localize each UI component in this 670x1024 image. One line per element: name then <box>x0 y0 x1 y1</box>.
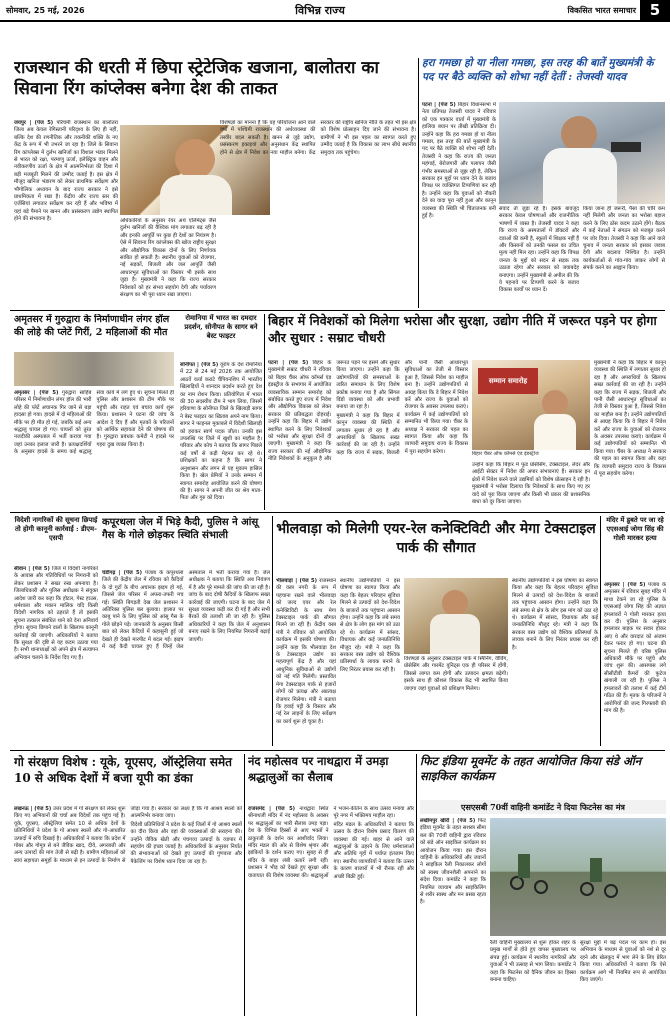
a5-headline: बिहार में निवेशकों को मिलेगा भरोसा और सुरक्षा, उद्योग नीति में जरूरत पड़ने पर होगा और सुधार : सम्राट चौधरी <box>268 313 657 345</box>
a2-body-col1 <box>422 102 496 302</box>
column-rule <box>272 516 273 746</box>
a9-headline-block <box>604 516 666 580</box>
a12-photo <box>490 818 666 936</box>
a5-body2-col4: मुख्यमंत्री ने कहा कि बिहार में कानून व्यवस्था की स्थिति में लगातार सुधार हो रहा है और अपराधियों के खिलाफ सख्त कार्रवाई की जा रही है। उन्होंने कहा कि राज्य में सड़क, बिजली और पानी जैसी आधारभूत सुविधाओं का तेजी से विस्तार हुआ है, जिससे निवेश का माहौल बना है। उन्होंने उद्योगपतियों से आग्रह किया कि वे बिहार में निवेश करें और राज्य के युवाओं को रोजगार के अवसर उपलब्ध कराएं। कार्यक्रम में कई उद्योगपतियों को सम्मानित भी किया गया। चैंबर के अध्यक्ष ने सरकार की पहल का स्वागत किया और कहा कि व्यापारी समुदाय राज्य के विकास में पूरा सहयोग करेगा। <box>594 360 666 478</box>
a9-body <box>604 582 666 746</box>
a7-headline-block <box>102 516 270 568</box>
a1-headline: राजस्थान की धरती में छिपा स्ट्रेटेजिक खजाना, बालोतरा का सिवाना रिंग कांप्लेक्स बनेगा देश की ताकत <box>14 58 379 99</box>
a11-body <box>248 806 414 1016</box>
a12-body-col3 <box>580 940 666 1016</box>
a8-body-col1 <box>276 578 336 746</box>
a8-body-col4 <box>512 578 598 746</box>
a5-body2: मुख्यमंत्री ने कहा कि बिहार में कानून व्यवस्था की स्थिति में लगातार सुधार हो रहा है और अपराधियों के खिलाफ सख्त कार्रवाई की जा रही है। उन्होंने कहा कि राज्य में सड़क, बिजली और पानी जैसी आधारभूत सुविधाओं का तेजी से विस्तार हुआ है, जिससे निवेश का माहौल बना है। उन्होंने उद्योगपतियों से आग्रह किया कि वे बिहार में निवेश करें और राज्य के युवाओं को रोजगार के अवसर उपलब्ध कराएं। कार्यक्रम में कई उद्योगपतियों को सम्मानित भी किया गया। चैंबर के अध्यक्ष ने सरकार की पहल का स्वागत किया और कहा कि व्यापारी समुदाय राज्य के विकास में पूरा सहयोग करेगा। <box>336 360 468 456</box>
a1-body3: विशेषज्ञों का मानना है कि यह परियोजना आने वाले वर्षों में पश्चिमी राजस्थान की अर्थव्यवस्था की तस्वीर बदल सकती है। खनन से जुड़े उद्योग, प्रसंस्करण इकाइयां और अनुसंधान केंद्र स्थापित होने से क्षेत्र में निवेश का नया माहौल बनेगा। केंद्र सरकार की राष्ट्रीय खनिज नीति के तहत भी इस क्षेत्र को विशेष प्रोत्साहन दिए जाने की संभावना है। ग्रामीणों ने भी इस पहल का स्वागत करते हुए उम्मीद जताई है कि विकास का लाभ सीधे स्थानीय समुदाय तक पहुंचेगा। <box>220 120 416 156</box>
a4-headline-block <box>180 314 262 360</box>
a8-body-col3 <box>404 656 508 746</box>
a12-subhead-block <box>420 800 666 814</box>
a10-body2: विदेशी प्रतिनिधियों ने प्रदेश के कई जिलों में गो आश्रय स्थलों का दौरा किया और वहां की व्यवस्थाओं की सराहना की। उन्होंने जैविक खेती और पंचगव्य उत्पादों के व्यापार में सहयोग की इच्छा जताई है। अधिकारियों के अनुसार निर्यात की संभावनाओं को देखते हुए उत्पादों की गुणवत्ता और पैकेजिंग पर विशेष ध्यान दिया जा रहा है। <box>130 821 242 865</box>
a7-body <box>102 570 270 746</box>
a12-body-col2 <box>490 940 576 1016</box>
row-rule <box>10 750 665 751</box>
a5-body: बिहार के मुख्यमंत्री सम्राट चौधरी ने रविवार को बिहार चैंबर ऑफ कॉमर्स एंड इंडस्ट्रीज के सभागार में आयोजित व्यवसायिक सम्मान समारोह को संबोधित करते हुए राज्य में निवेश और औद्योगिक विकास को लेकर सरकार की प्रतिबद्धता दोहराई। उन्होंने कहा कि बिहार में उद्योग स्थापित करने के लिए निवेशकों को भरोसा और सुरक्षा दोनों दी जाएगी। मुख्यमंत्री ने कहा कि राज्य सरकार की नई औद्योगिक नीति निवेशकों के अनुकूल है और जरूरत पड़ने पर इसमें और सुधार किया जाएगा। उन्होंने कहा कि उद्योगपतियों की समस्याओं के त्वरित समाधान के लिए विशेष प्रकोष्ठ बनाया गया है और सिंगल विंडो व्यवस्था को और प्रभावी बनाया जा रहा है। <box>268 360 400 463</box>
a11-headline: नंद महोत्सव पर नाथद्वारा में उमड़ा श्रद्धालुओं का सैलाब <box>248 754 389 784</box>
a5-body-col4 <box>594 360 666 510</box>
a8-headline: भीलवाड़ा को मिलेगी एयर-रेल कनेक्टिविटी और मेगा टेक्सटाइल पार्क की सौगात <box>276 521 596 556</box>
a3-body-text: गुरुद्वारा साहिब परिसर में निर्माणाधीन लंगर हॉल की भारी लोहे की प्लेटें अचानक गिर जाने से बड़ा हादसा हो गया। हादसे में दो महिलाओं की मौके पर ही मौत हो गई, जबकि कई अन्य श्रद्धालु घायल हो गए। घायलों को तुरंत नजदीकी अस्पताल में भर्ती कराया गया जहां उनका इलाज जारी है। प्रत्यक्षदर्शियों के अनुसार हादसे के समय कई श्रद्धालु सेवा कार्य में लगे हुए थे। सूचना मिलते ही पुलिस और प्रशासन की टीम मौके पर पहुंची और राहत एवं बचाव कार्य शुरू किया। प्रशासन ने घटना की जांच के आदेश दे दिए हैं और मृतकों के परिजनों को आर्थिक सहायता देने की घोषणा की है। गुरुद्वारा प्रबंधक कमेटी ने हादसे पर गहरा दुख व्यक्त किया है। <box>14 390 174 456</box>
a1-body: परिचमी राजस्थान का बालोतरा जिला अब केवल रेगिस्तानी परिदृश्य के लिए ही नहीं, बल्कि देश की रणनीतिक और तकनीकी शक्ति के नए केंद्र के रूप में भी उभरने जा रहा है। जिले के सिवाना रिंग कांप्लेक्स में दुर्लभ खनिजों का विशाल भंडार मिलने से भारत को रक्षा, परमाणु ऊर्जा, इलेक्ट्रिक वाहन और नवीकरणीय ऊर्जा के क्षेत्र में आत्मनिर्भरता की दिशा में बड़ी मजबूती मिलने की उम्मीद जताई है। इस क्षेत्र में मौजूद खनिज भंडारण को लेकर प्राथमिक सर्वेक्षण और भौगोलिक अध्ययन के बाद राज्य सरकार ने इसे प्राथमिकता में रखा है। केंद्रीय और राज्य स्तर की एजेंसियां लगातार सर्वेक्षण कर रही हैं और भविष्य में यहां बड़े पैमाने पर खनन और प्रसंस्करण उद्योग स्थापित होने की संभावना है। <box>14 120 118 223</box>
a3-headline-block <box>14 314 174 352</box>
a1-body2: अधिकारियों के अनुसार रेयर अर्थ एलिमेंट्स जैसे दुर्लभ खनिजों की वैश्विक मांग लगातार बढ़ रही है और इनकी आपूर्ति पर कुछ ही देशों का नियंत्रण है। ऐसे में सिवाना रिंग कांप्लेक्स की खोज राष्ट्रीय सुरक्षा और औद्योगिक विकास दोनों के लिए निर्णायक साबित हो सकती है। स्थानीय युवाओं को रोजगार, नई सड़कों, बिजली और जल आपूर्ति जैसी आधारभूत सुविधाओं का विस्तार भी इसके साथ जुड़ा है। मुख्यमंत्री ने कहा कि राज्य सरकार निवेशकों को हर संभव सहयोग देगी और पर्यावरण संरक्षण का भी पूरा ध्यान रखा जाएगा। <box>120 218 216 299</box>
a7-dateline: चंडीगढ़ | (पेज 5) <box>102 570 142 576</box>
a11-body-text: नाथद्वारा स्थित श्रीनाथजी मंदिर में नंद महोत्सव के अवसर पर श्रद्धालुओं का भारी सैलाब उमड़ पड़ा। देश के विभिन्न हिस्सों से आए भक्तों ने ठाकुरजी के दर्शन कर आशीर्वाद लिया। मंदिर मंडल की ओर से विशेष श्रृंगार और झांकियों के दर्शन कराए गए। सुबह से ही मंदिर के बाहर लंबी कतारें लगी रहीं। प्रशासन ने भीड़ को देखते हुए सुरक्षा और यातायात की विशेष व्यवस्था की। श्रद्धालुओं ने भजन-कीर्तन के साथ उत्सव मनाया और पूरे नगर में भक्तिमय माहौल रहा। <box>248 806 414 879</box>
newspaper-name: विकसित भारत समाचार <box>567 5 636 15</box>
a2-headline-block <box>422 56 662 100</box>
a8-body: राजस्थान की वस्त्र नगरी के रूप में पहचाना रखने वाले भीलवाड़ा को जल्द एयर और रेल कनेक्टिविटी के साथ मेगा टेक्सटाइल पार्क की सौगात मिलने जा रही है। केंद्रीय वस्त्र मंत्री ने रविवार को आयोजित कार्यक्रम में इसकी घोषणा की। उन्होंने कहा कि भीलवाड़ा देश के टेक्सटाइल उद्योग का महत्वपूर्ण केंद्र है और यहां आधुनिक सुविधाओं से उद्योगों को नई गति मिलेगी। प्रस्तावित मेगा टेक्सटाइल पार्क से हजारों लोगों को प्रत्यक्ष और अप्रत्यक्ष रोजगार मिलेगा। मंत्री ने बताया कि हवाई पट्टी के विस्तार और नई रेल लाइनों के लिए सर्वेक्षण का कार्य शुरू हो चुका है। <box>276 578 336 725</box>
a11-body2: मंदिर मंडल के अधिकारियों ने बताया कि उत्सव के दौरान विशेष प्रसाद वितरण की व्यवस्था की गई। बाहर से आने वाले श्रद्धालुओं के ठहरने के लिए धर्मशालाओं और अतिथि गृहों में पर्याप्त इंतजाम किए गए। स्थानीय व्यापारियों ने बताया कि उत्सव के कारण बाजारों में भी रौनक रही और अच्छी बिक्री हुई। <box>333 821 414 880</box>
a5-caption: बिहार चैंबर ऑफ कॉमर्स एंड इंडस्ट्रीज <box>472 451 539 457</box>
a10-headline: गो संरक्षण विशेष : यूके, यूएसए, ऑस्ट्रेलिया समेत 10 से अधिक देशों में बजा यूपी का डंका <box>14 755 233 785</box>
a4-dateline: सोनीपत | (पेज 5) <box>180 362 219 368</box>
a1-dateline: जयपुर | (पेज 5) <box>14 120 54 126</box>
a2-body-col2 <box>499 206 579 306</box>
a8-dateline: भीलवाड़ा | (पेज 5) <box>276 578 317 584</box>
a5-dateline: पटना | (पेज 5) <box>268 360 309 366</box>
column-rule <box>418 58 419 308</box>
a11-headline-block <box>248 754 414 802</box>
column-rule <box>416 754 417 1016</box>
a4-body <box>180 362 262 510</box>
a12-headline: फिट इंडिया मूवमेंट के तहत आयोजित किया संडे ऑन साइकिल कार्यक्रम <box>420 754 642 783</box>
a5-body3: उन्होंने कहा कि बिहार में फूड प्रोसेसिंग, टेक्सटाइल, लेदर और आईटी सेक्टर में निवेश की अपार संभावनाएं हैं। सरकार इन क्षेत्रों में निवेश करने वाले उद्यमियों को विशेष प्रोत्साहन दे रही है। मुख्यमंत्री ने भरोसा दिलाया कि निवेशकों के साथ किए गए हर वादे को पूरा किया जाएगा और किसी भी प्रकार की प्रशासनिक बाधा को दूर किया जाएगा। <box>472 462 590 506</box>
a4-headline: रोमानिया में भारत का दमदार प्रदर्शन, सोनीपत के सागर बने बेस्ट फाइटर <box>184 314 258 340</box>
a3-body <box>14 390 174 510</box>
page-header <box>0 0 670 22</box>
column-rule <box>244 754 245 1016</box>
a2-body-col3 <box>583 206 665 306</box>
a8-body3: विशेषज्ञों के अनुसार टेक्सटाइल पार्क में स्पिनिंग, वीविंग, प्रोसेसिंग और गारमेंट यूनिट्स एक ही परिसर में होंगी, जिससे लागत कम होगी और उत्पादन क्षमता बढ़ेगी। इसके साथ ही कौशल विकास केंद्र भी स्थापित किया जाएगा जहां युवाओं को प्रशिक्षण मिलेगा। <box>404 656 508 692</box>
a9-body-text: पंजाब के अमृतसर में रविवार सुबह मंदिर में माथा टेकने जा रहे पुलिस के एएसआई जोगा सिंह की अज्ञात हमलावरों ने गोली मारकर हत्या कर दी। पुलिस के अनुसार हमलावर बाइक पर सवार होकर आए थे और वारदात को अंजाम देकर फरार हो गए। घटना की सूचना मिलते ही वरिष्ठ पुलिस अधिकारी मौके पर पहुंचे और जांच शुरू की। आसपास लगे सीसीटीवी कैमरों की फुटेज खंगाली जा रही है। पुलिस ने हमलावरों की तलाश में कई टीमें गठित की हैं। मृतक के परिजनों ने आरोपियों की जल्द गिरफ्तारी की मांग की है। <box>604 582 666 714</box>
a10-body-text: उत्तर प्रदेश में गो संरक्षण को लेकर शुरू किए गए अभियानों की चर्चा अब विदेशों तक पहुंच गई है। यूके, यूएसए, ऑस्ट्रेलिया समेत 10 से अधिक देशों के प्रतिनिधियों ने प्रदेश के गो आश्रय स्थलों और गो-आधारित उत्पादों में रुचि दिखाई है। अधिकारियों ने बताया कि प्रदेश में गोबर और गोमूत्र से बने जैविक खाद, दीये, अगरबत्ती और अन्य उत्पादों की मांग तेजी से बढ़ी है। ग्रामीण महिलाओं को स्वयं सहायता समूहों के माध्यम से इन उत्पादों के निर्माण से जोड़ा गया है। सरकार का लक्ष्य है कि गो आश्रय स्थलों को आत्मनिर्भर बनाया जाए। <box>14 806 242 864</box>
issue-date: सोमवार, 25 मई, 2026 <box>6 5 85 15</box>
a2-body3: किया जाना ही जरूरी, पैसा की चोरि कम नहीं मिलेगी और जनता का भरोसा बहाल करने के लिए ठोस कदम उठाने होंगे। बैठक में कई नेताओं ने संगठन को मजबूत करने पर जोर दिया। तेजस्वी ने कहा कि आने वाले चुनाव में जनता सरकार को इसका जवाब देगी और बदलाव निश्चित है। उन्होंने कार्यकर्ताओं से गांव-गांव जाकर लोगों से संपर्क करने का आह्वान किया। <box>583 206 665 272</box>
a2-body2: संवाद तो जुड़ा रहे हैं। इसके बावजूद सरकार केवल घोषणाओं और राजनीतिक भाषणों में व्यस्त है। तेजस्वी यादव ने कहा कि राज्य के अस्पतालों में डॉक्टरों और दवाओं की कमी है, स्कूलों में शिक्षक नहीं हैं और किसानों को उनकी फसल का उचित मूल्य नहीं मिल रहा। उन्होंने कहा कि विपक्ष जनता के मुद्दों को सदन से सड़क तक उठाता रहेगा और सरकार को जवाबदेह बनाएगा। उन्होंने मुख्यमंत्री से अपील की कि वे पहनावे पर टिप्पणी करने के बजाय विकास कार्यों पर ध्यान दें। <box>499 206 579 294</box>
a2-photo <box>499 102 665 204</box>
a5-photo <box>472 360 590 450</box>
a12-dateline: लखीमपुर खीरी | (पेज 5) <box>420 818 476 824</box>
a8-body-col2 <box>340 578 400 746</box>
a3-dateline: अमृतसर | (पेज 5) <box>14 390 59 396</box>
a12-body-col1 <box>420 818 486 1016</box>
row-rule <box>10 512 665 513</box>
a5-body-cols <box>268 360 468 510</box>
a4-body-text: यूरोप के देश रोमानिया में 22 से 24 मई 2026 तक आयोजित आठवें वर्ल्ड कराटे चैंपियनशिप में भारतीय खिलाड़ियों ने शानदार प्रदर्शन करते हुए देश का नाम रोशन किया। प्रतियोगिता में भारत की 30 सदस्यीय टीम ने भाग लिया, जिसमें हरियाणा के सोनीपत जिले के खिलाड़ी सागर ने बेस्ट फाइटर का खिताब अपने नाम किया। सागर ने फाइनल मुकाबले में विदेशी खिलाड़ी को हराकर स्वर्ण पदक जीता। उनकी इस उपलब्धि पर जिले में खुशी का माहौल है। परिवार और कोच ने बताया कि सागर पिछले कई वर्षों से कड़ी मेहनत कर रहे थे। प्रशिक्षकों का कहना है कि सागर ने अनुशासन और लगन से यह मुकाम हासिल किया है। खेल प्रेमियों ने उनके सम्मान में स्वागत समारोह आयोजित करने की घोषणा की है। सागर ने अपनी जीत का श्रेय माता-पिता और गुरु को दिया। <box>180 362 262 502</box>
a8-headline-block <box>276 520 596 574</box>
a7-headline: कपूरथला जेल में भिड़े कैदी, पुलिस ने आंसू गैस के गोले छोड़कर स्थिति संभाली <box>102 517 259 541</box>
a6-body <box>14 566 98 746</box>
a12-body2: रैली वाहिनी मुख्यालय से शुरू होकर शहर के प्रमुख मार्गों से होते हुए वापस मुख्यालय पर संपन्न हुई। कार्यक्रम में स्थानीय नागरिकों और युवाओं ने भी उत्साह से भाग लिया। कमांडेंट ने कहा कि फिटनेस को दैनिक जीवन का हिस्सा बनाना चाहिए। <box>490 940 576 984</box>
a9-headline: मंदिर में डूबते पर जा रहे एएसआई जोगा सिंह की गोली मारकर हत्या <box>606 516 664 542</box>
a6-headline: विदेशी नागरिकों की सूचना छिपाई तो होगी कानूनी कार्रवाई : डीएम-एसपी <box>14 516 98 542</box>
a8-photo <box>404 578 508 654</box>
a12-body: फिट इंडिया मूवमेंट के तहत सशस्त्र सीमा बल की 70वीं वाहिनी द्वारा रविवार को संडे ऑन साइकिल कार्यक्रम का आयोजन किया गया। इस दौरान वाहिनी के अधिकारियों और जवानों ने साइकिल रैली निकालकर लोगों को स्वस्थ जीवनशैली अपनाने का संदेश दिया। कमांडेंट ने कहा कि नियमित व्यायाम और साइकिलिंग से शरीर स्वस्थ और मन प्रसन्न रहता है। <box>420 818 486 906</box>
column-rule <box>264 314 265 510</box>
a12-subhead: एसएसबी 70वीं वाहिनी कमांडेंट ने दिया फिटनेस का मंत्र <box>461 802 625 812</box>
a6-body-text: जिले में विदेशी नागरिकों के आवास और गतिविधियों पर निगरानी को लेकर प्रशासन ने सख्त रुख अपनाया है। जिलाधिकारी और पुलिस अधीक्षक ने संयुक्त आदेश जारी कर कहा कि होटल, गेस्ट हाउस, धर्मशाला और मकान मालिक यदि किसी विदेशी नागरिक को ठहराते हैं तो इसकी सूचना तत्काल संबंधित थाने को देना अनिवार्य होगा। सूचना छिपाने वालों के खिलाफ कानूनी कार्रवाई की जाएगी। अधिकारियों ने बताया कि सुरक्षा की दृष्टि से यह कदम उठाया गया है। सभी थानाध्यक्षों को अपने क्षेत्र में सत्यापन अभियान चलाने के निर्देश दिए गए हैं। <box>14 566 98 661</box>
a11-dateline: राजसमंद | (पेज 5) <box>248 806 296 812</box>
a1-headline-block <box>14 58 414 102</box>
a6-dateline: सीवान | (पेज 5) <box>14 566 50 572</box>
a9-dateline: अमृतसर | (पेज 5) <box>604 582 646 588</box>
a5-body3-a <box>472 462 590 510</box>
a10-body <box>14 806 242 1016</box>
a12-body3: सुरक्षा मुद्दों में बढ़ पदल पर काम हो। इस अभियान के माध्यम से युवाओं को नशे से दूर रहने और खेलकूद में भाग लेने के लिए प्रेरित किया गया। अधिकारियों ने बताया कि ऐसे कार्यक्रम आगे भी नियमित रूप से आयोजित किए जाएंगे। <box>580 940 666 984</box>
a8-body2-col4: स्थानीय उद्योगपतियों ने इस घोषणा का स्वागत किया और कहा कि बेहतर परिवहन सुविधा मिलने से उत्पादों को देश-विदेश के बाजारों तक पहुंचाना आसान होगा। उन्होंने कहा कि लंबे समय से क्षेत्र के लोग इस मांग को उठा रहे थे। कार्यक्रम में सांसद, विधायक और कई जनप्रतिनिधि मौजूद रहे। मंत्री ने कहा कि सरकार वस्त्र उद्योग को वैश्विक प्रतिस्पर्धा के लायक बनाने के लिए निरंतर प्रयास कर रही है। <box>512 578 598 651</box>
a8-body2: स्थानीय उद्योगपतियों ने इस घोषणा का स्वागत किया और कहा कि बेहतर परिवहन सुविधा मिलने से उत्पादों को देश-विदेश के बाजारों तक पहुंचाना आसान होगा। उन्होंने कहा कि लंबे समय से क्षेत्र के लोग इस मांग को उठा रहे थे। कार्यक्रम में सांसद, विधायक और कई जनप्रतिनिधि मौजूद रहे। मंत्री ने कहा कि सरकार वस्त्र उद्योग को वैश्विक प्रतिस्पर्धा के लायक बनाने के लिए निरंतर प्रयास कर रही है। <box>340 578 400 673</box>
row-rule <box>10 310 665 311</box>
a2-body: बिहार विधानसभा में नेता प्रतिपक्ष तेजस्वी यादव ने रविवार को एक पत्रकार वार्ता में मुख्यमंत्री के हालिया बयान पर तीखी प्रतिक्रिया दी। उन्होंने कहा कि हरा गमछा हो या नीला गमछा, इस तरह की बातें मुख्यमंत्री के पद पर बैठे व्यक्ति को शोभा नहीं देतीं। तेजस्वी ने कहा कि राज्य की जनता महंगाई, बेरोजगारी और पलायन जैसी गंभीर समस्याओं से जूझ रही है, लेकिन सरकार इन मुद्दों पर ध्यान देने के बजाय विपक्ष पर व्यक्तिगत टिप्पणियां कर रही है। उन्होंने कहा कि युवाओं को नौकरी देने का वादा पूरा नहीं हुआ और कानून व्यवस्था की स्थिति भी चिंताजनक बनी हुई है। <box>422 102 496 220</box>
a10-headline-block <box>14 754 242 802</box>
a2-dateline: पटना | (पेज 5) <box>422 102 456 108</box>
section-title: विभिन्न राज्य <box>295 3 345 17</box>
a10-dateline: लखनऊ | (पेज 5) <box>14 806 52 812</box>
page-number: 5 <box>640 0 670 21</box>
a3-photo <box>14 352 174 386</box>
a2-headline: हरा गमछा हो या नीला गमछा, इस तरह की बातें मुख्यमंत्री के पद पर बैठे व्यक्ति को शोभा नहीं देतीं : तेजस्वी यादव <box>422 57 654 83</box>
a5-banner: सम्मान समारोह <box>478 368 538 394</box>
a7-body-text: पंजाब के कपूरथला जिले की केंद्रीय जेल में रविवार को कैदियों के दो गुटों के बीच अचानक झड़प हो गई, जिससे जेल परिसर में अफरा-तफरी मच गई। स्थिति बिगड़ती देख जेल प्रशासन ने अतिरिक्त पुलिस बल बुलाया। हालात पर काबू पाने के लिए पुलिस को आंसू गैस के गोले छोड़ने पड़े। जानकारी के अनुसार किसी बात को लेकर कैदियों में कहासुनी हुई जो देखते ही देखते मारपीट में बदल गई। झड़प में कई कैदी घायल हुए हैं जिन्हें जेल अस्पताल में भर्ती कराया गया है। जेल अधीक्षक ने बताया कि स्थिति अब नियंत्रण में है और पूरे मामले की जांच की जा रही है। जांच के बाद दोषी कैदियों के खिलाफ सख्त कार्रवाई की जाएगी। घटना के बाद जेल में सुरक्षा व्यवस्था कड़ी कर दी गई है और सभी बैरकों की तलाशी ली जा रही है। पुलिस अधिकारियों ने कहा कि जेल में अनुशासन बनाए रखने के लिए नियमित निगरानी बढ़ाई जाएगी। <box>102 570 270 651</box>
a12-headline-block <box>420 754 666 798</box>
a6-headline-block <box>14 516 98 564</box>
column-rule <box>600 516 601 746</box>
a5-headline-block <box>268 312 666 356</box>
a3-headline: अमृतसर में गुरुद्वारा के निर्माणाधीन लंगर हॉल की लोहे की प्लेटें गिरीं, 2 महिलाओं की मौत <box>14 314 170 338</box>
